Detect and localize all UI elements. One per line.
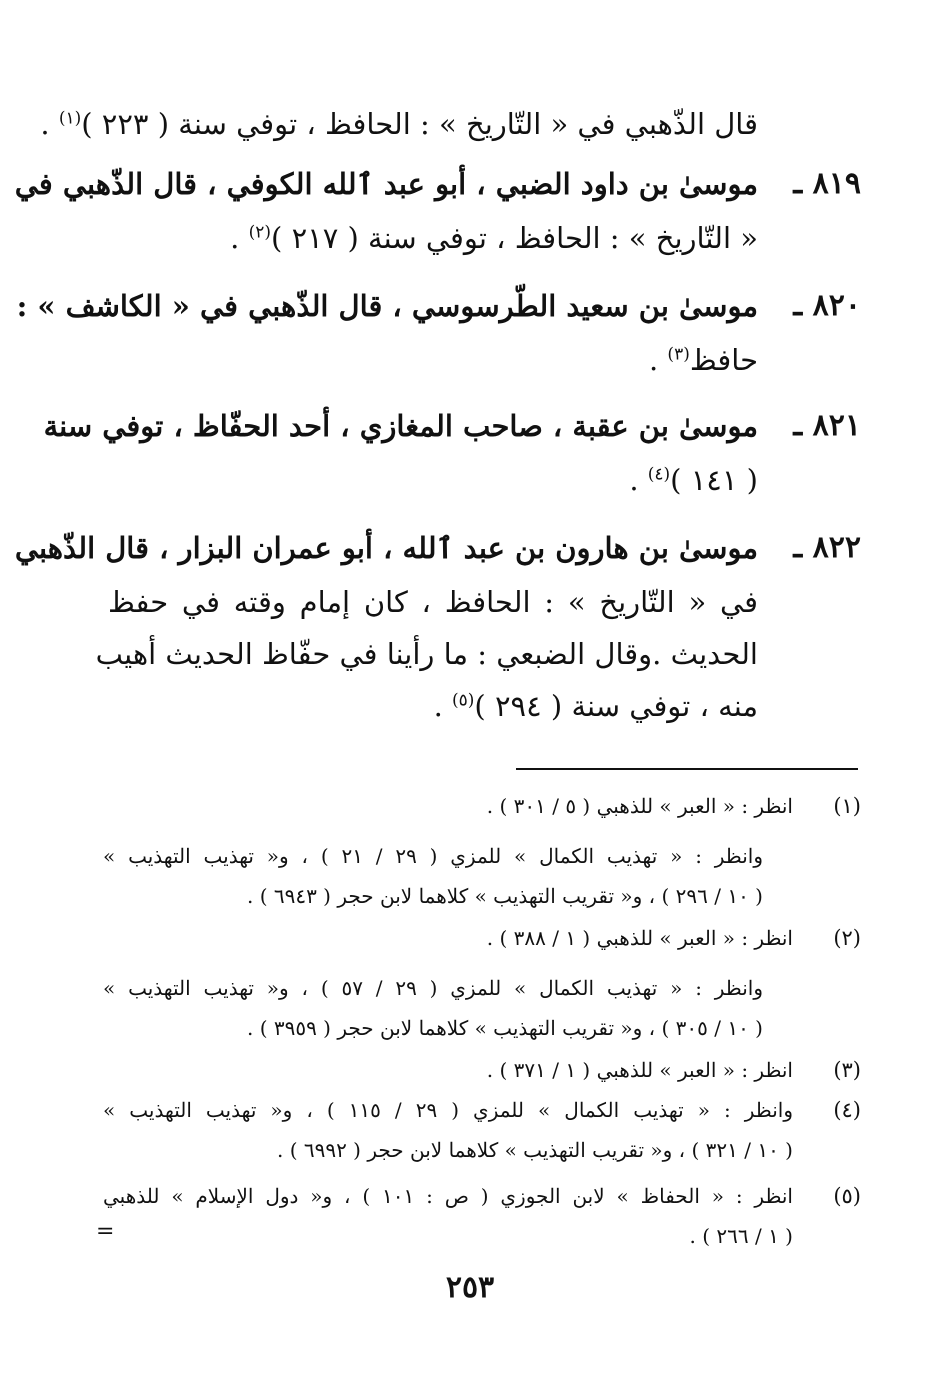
- footnote-line: ( ١٠ / ٣٢١ ) ، و« تقريب التهذيب » كلاهما لابن حجر ( ٦٩٩٢ ) .: [276, 1138, 793, 1162]
- footnote-line: وانظر : « تهذيب الكمال » للمزي ( ٢٩ / ٥٧ ) ، و« تهذيب التهذيب »: [103, 976, 763, 1000]
- footnote-mark: (١): [833, 794, 861, 818]
- entry-title-line: موسىٰ بن هارون بن عبد ٱلله ، أبو عمران البزار ، قال الذّهبي: [14, 531, 758, 565]
- footnote-mark: (٤): [833, 1098, 861, 1122]
- entry-number: ٨١٩ ـ: [793, 166, 861, 201]
- entry-number: ٨٢٢ ـ: [793, 530, 861, 565]
- footnote-ref: (٣): [667, 344, 690, 365]
- footnote-mark: (٣): [833, 1058, 861, 1082]
- body-line: منه ، توفي سنة ( ٢٩٤ )$^{(٥)}$ .: [433, 689, 758, 723]
- footnote-line: ( ١٠ / ٢٩٦ ) ، و« تقريب التهذيب » كلاهما لابن حجر ( ٦٩٤٣ ) .: [246, 884, 763, 908]
- continuation-mark: =: [96, 1219, 115, 1244]
- footnote-mark: (٥): [833, 1184, 861, 1208]
- footnote-line: انظر : « الحفاظ » لابن الجوزي ( ص : ١٠١ ) ، و« دول الإسلام » للذهبي: [103, 1184, 793, 1208]
- entry-number: ٨٢١ ـ: [793, 408, 861, 443]
- entry-title-line: موسىٰ بن داود الضبي ، أبو عبد ٱلله الكوفي ، قال الذّهبي في: [14, 167, 758, 201]
- entry-title-line: موسىٰ بن عقبة ، صاحب المغازي ، أحد الحفّاظ ، توفي سنة: [43, 409, 758, 443]
- footnote-line: ( ١٠ / ٣٠٥ ) ، و« تقريب التهذيب » كلاهما لابن حجر ( ٣٩٥٩ ) .: [246, 1016, 763, 1040]
- footnote-ref: (٥): [452, 690, 475, 711]
- body-line: في « التّاريخ » : الحافظ ، كان إمام وقته في حفظ: [108, 585, 758, 619]
- footnote-mark: (٢): [833, 926, 861, 950]
- body-line: قال الذّهبي في « التّاريخ » : الحافظ ، توفي سنة ( ٢٢٣ )$^{(١)}$ .: [40, 107, 758, 141]
- footnote-line: ( ١ / ٢٦٦ ) .: [689, 1224, 793, 1248]
- body-line: « التّاريخ » : الحافظ ، توفي سنة ( ٢١٧ )$^{(٢)}$ .: [230, 221, 758, 255]
- entry-title-line: موسىٰ بن سعيد الطّرسوسي ، قال الذّهبي في « الكاشف » :: [16, 289, 758, 323]
- footnote-line: انظر : « العبر » للذهبي ( ١ / ٣٨٨ ) .: [486, 926, 793, 950]
- footnote-divider: [516, 768, 858, 770]
- body-line: الحديث .وقال الضبعي : ما رأينا في حفّاظ الحديث أهيب: [95, 637, 758, 671]
- footnote-line: وانظر : « تهذيب الكمال » للمزي ( ٢٩ / ٢١ ) ، و« تهذيب التهذيب »: [103, 844, 763, 868]
- entry-number: ٨٢٠ ـ: [793, 288, 861, 323]
- footnote-line: وانظر : « تهذيب الكمال » للمزي ( ٢٩ / ١١٥ ) ، و« تهذيب التهذيب »: [103, 1098, 793, 1122]
- footnote-line: انظر : « العبر » للذهبي ( ٥ / ٣٠١ ) .: [486, 794, 793, 818]
- page-number: ٢٥٣: [445, 1270, 495, 1305]
- footnote-line: انظر : « العبر » للذهبي ( ١ / ٣٧١ ) .: [486, 1058, 793, 1082]
- footnote-ref: (٤): [647, 464, 671, 485]
- body-line: ( ١٤١ )$^{(٤)}$ .: [629, 463, 758, 497]
- body-line: حافظ$^{(٣)}$ .: [648, 343, 758, 377]
- footnote-ref: (١): [58, 108, 82, 129]
- footnote-ref: (٢): [248, 222, 272, 243]
